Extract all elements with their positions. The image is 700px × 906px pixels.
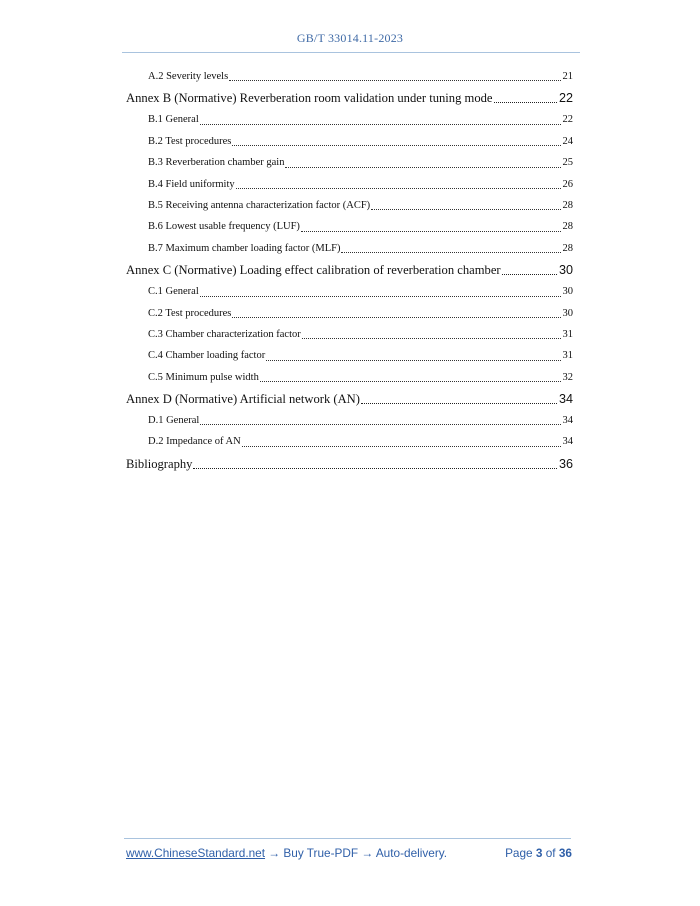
- toc-entry-title: Annex B (Normative) Reverberation room validation under tuning mode: [126, 91, 493, 106]
- page-footer: [126, 846, 572, 860]
- toc-entry-title: B.6 Lowest usable frequency (LUF): [148, 221, 300, 233]
- toc-entry-title: B.3 Reverberation chamber gain: [148, 157, 285, 169]
- dot-leader: [200, 109, 561, 130]
- website-link[interactable]: www.ChineseStandard.net: [126, 846, 266, 860]
- toc-entry-page-number: 30: [562, 286, 573, 298]
- toc-entry-page-number: 22: [558, 91, 573, 106]
- toc-section-entry[interactable]: [126, 345, 573, 366]
- toc-entry-page-number: 28: [562, 221, 573, 233]
- toc-entry-page-number: 30: [562, 307, 573, 319]
- toc-entry-title: C.1 General: [148, 286, 199, 298]
- dot-leader: [301, 216, 561, 237]
- toc-section-entry[interactable]: [126, 152, 573, 173]
- dot-leader: [232, 131, 560, 152]
- toc-entry-page-number: 31: [562, 350, 573, 362]
- toc-entry-title: C.2 Test procedures: [148, 307, 232, 319]
- toc-entry-page-number: 36: [558, 456, 573, 471]
- toc-section-entry[interactable]: [126, 131, 573, 152]
- page-indicator: [505, 846, 572, 860]
- toc-entry-page-number: 30: [558, 263, 573, 278]
- footer-promo: [126, 846, 447, 860]
- toc-section-entry[interactable]: [126, 410, 573, 431]
- current-page-number: 3: [535, 846, 543, 860]
- toc-entry-title: D.2 Impedance of AN: [148, 436, 241, 448]
- toc-entry-page-number: 26: [562, 178, 573, 190]
- page-word: Page: [505, 846, 533, 860]
- dot-leader: [285, 152, 560, 173]
- toc-section-entry[interactable]: [126, 195, 573, 216]
- toc-section-entry[interactable]: [126, 324, 573, 345]
- toc-entry-page-number: 25: [562, 157, 573, 169]
- toc-entry-title: C.4 Chamber loading factor: [148, 350, 266, 362]
- toc-entry-title: D.1 General: [148, 415, 200, 427]
- toc-section-entry[interactable]: [126, 238, 573, 259]
- document-code-header: GB/T 33014.11-2023: [296, 31, 404, 45]
- toc-entry-title: B.1 General: [148, 114, 199, 126]
- toc-entry-page-number: 31: [562, 328, 573, 340]
- footer-divider: [124, 838, 571, 839]
- dot-leader: [242, 431, 561, 452]
- dot-leader: [502, 259, 557, 281]
- toc-entry-page-number: 34: [562, 436, 573, 448]
- toc-section-entry[interactable]: [126, 281, 573, 302]
- toc-entry-page-number: 34: [558, 392, 573, 407]
- total-pages-number: 36: [558, 846, 572, 860]
- toc-entry-title: A.2 Severity levels: [148, 71, 229, 82]
- toc-entry-title: B.7 Maximum chamber loading factor (MLF): [148, 242, 341, 254]
- toc-entry-page-number: 24: [562, 135, 573, 147]
- toc-entry-title: Annex C (Normative) Loading effect calibration of reverberation chamber: [126, 263, 501, 278]
- toc-entry-page-number: 28: [562, 242, 573, 254]
- toc-entry-page-number: 22: [562, 114, 573, 126]
- toc-annex-entry[interactable]: [126, 87, 573, 109]
- dot-leader: [260, 367, 561, 388]
- dot-leader: [232, 303, 560, 324]
- toc-annex-entry[interactable]: [126, 259, 573, 281]
- dot-leader: [494, 87, 557, 109]
- dot-leader: [341, 238, 560, 259]
- dot-leader: [200, 410, 560, 431]
- toc-annex-entry[interactable]: [126, 453, 573, 475]
- toc-entry-title: Annex D (Normative) Artificial network (AN): [126, 392, 360, 407]
- toc-section-entry[interactable]: [126, 216, 573, 237]
- toc-entry-title: C.3 Chamber characterization factor: [148, 328, 301, 340]
- dot-leader: [193, 453, 557, 475]
- toc-entry-title: Bibliography: [126, 456, 193, 471]
- dot-leader: [266, 345, 560, 366]
- dot-leader: [361, 388, 557, 410]
- table-of-contents: [126, 66, 573, 475]
- dot-leader: [236, 174, 561, 195]
- toc-entry-title: B.2 Test procedures: [148, 135, 232, 147]
- page-of-word: of: [545, 846, 556, 860]
- toc-entry-title: B.4 Field uniformity: [148, 178, 235, 190]
- toc-entry-page-number: 21: [562, 71, 573, 82]
- toc-section-entry[interactable]: [126, 367, 573, 388]
- dot-leader: [229, 66, 560, 87]
- dot-leader: [371, 195, 560, 216]
- toc-section-entry[interactable]: [126, 174, 573, 195]
- header-divider: [122, 52, 580, 53]
- toc-section-entry[interactable]: [126, 431, 573, 452]
- toc-entry-title: C.5 Minimum pulse width: [148, 371, 259, 383]
- dot-leader: [302, 324, 561, 345]
- toc-section-entry[interactable]: [126, 66, 573, 87]
- footer-tagline: → Buy True-PDF → Auto-delivery.: [265, 846, 448, 860]
- toc-section-entry[interactable]: [126, 303, 573, 324]
- toc-entry-page-number: 28: [562, 199, 573, 211]
- dot-leader: [200, 281, 561, 302]
- toc-entry-page-number: 34: [562, 415, 573, 427]
- toc-entry-title: B.5 Receiving antenna characterization factor (ACF): [148, 199, 371, 211]
- toc-entry-page-number: 32: [562, 371, 573, 383]
- toc-section-entry[interactable]: [126, 109, 573, 130]
- toc-annex-entry[interactable]: [126, 388, 573, 410]
